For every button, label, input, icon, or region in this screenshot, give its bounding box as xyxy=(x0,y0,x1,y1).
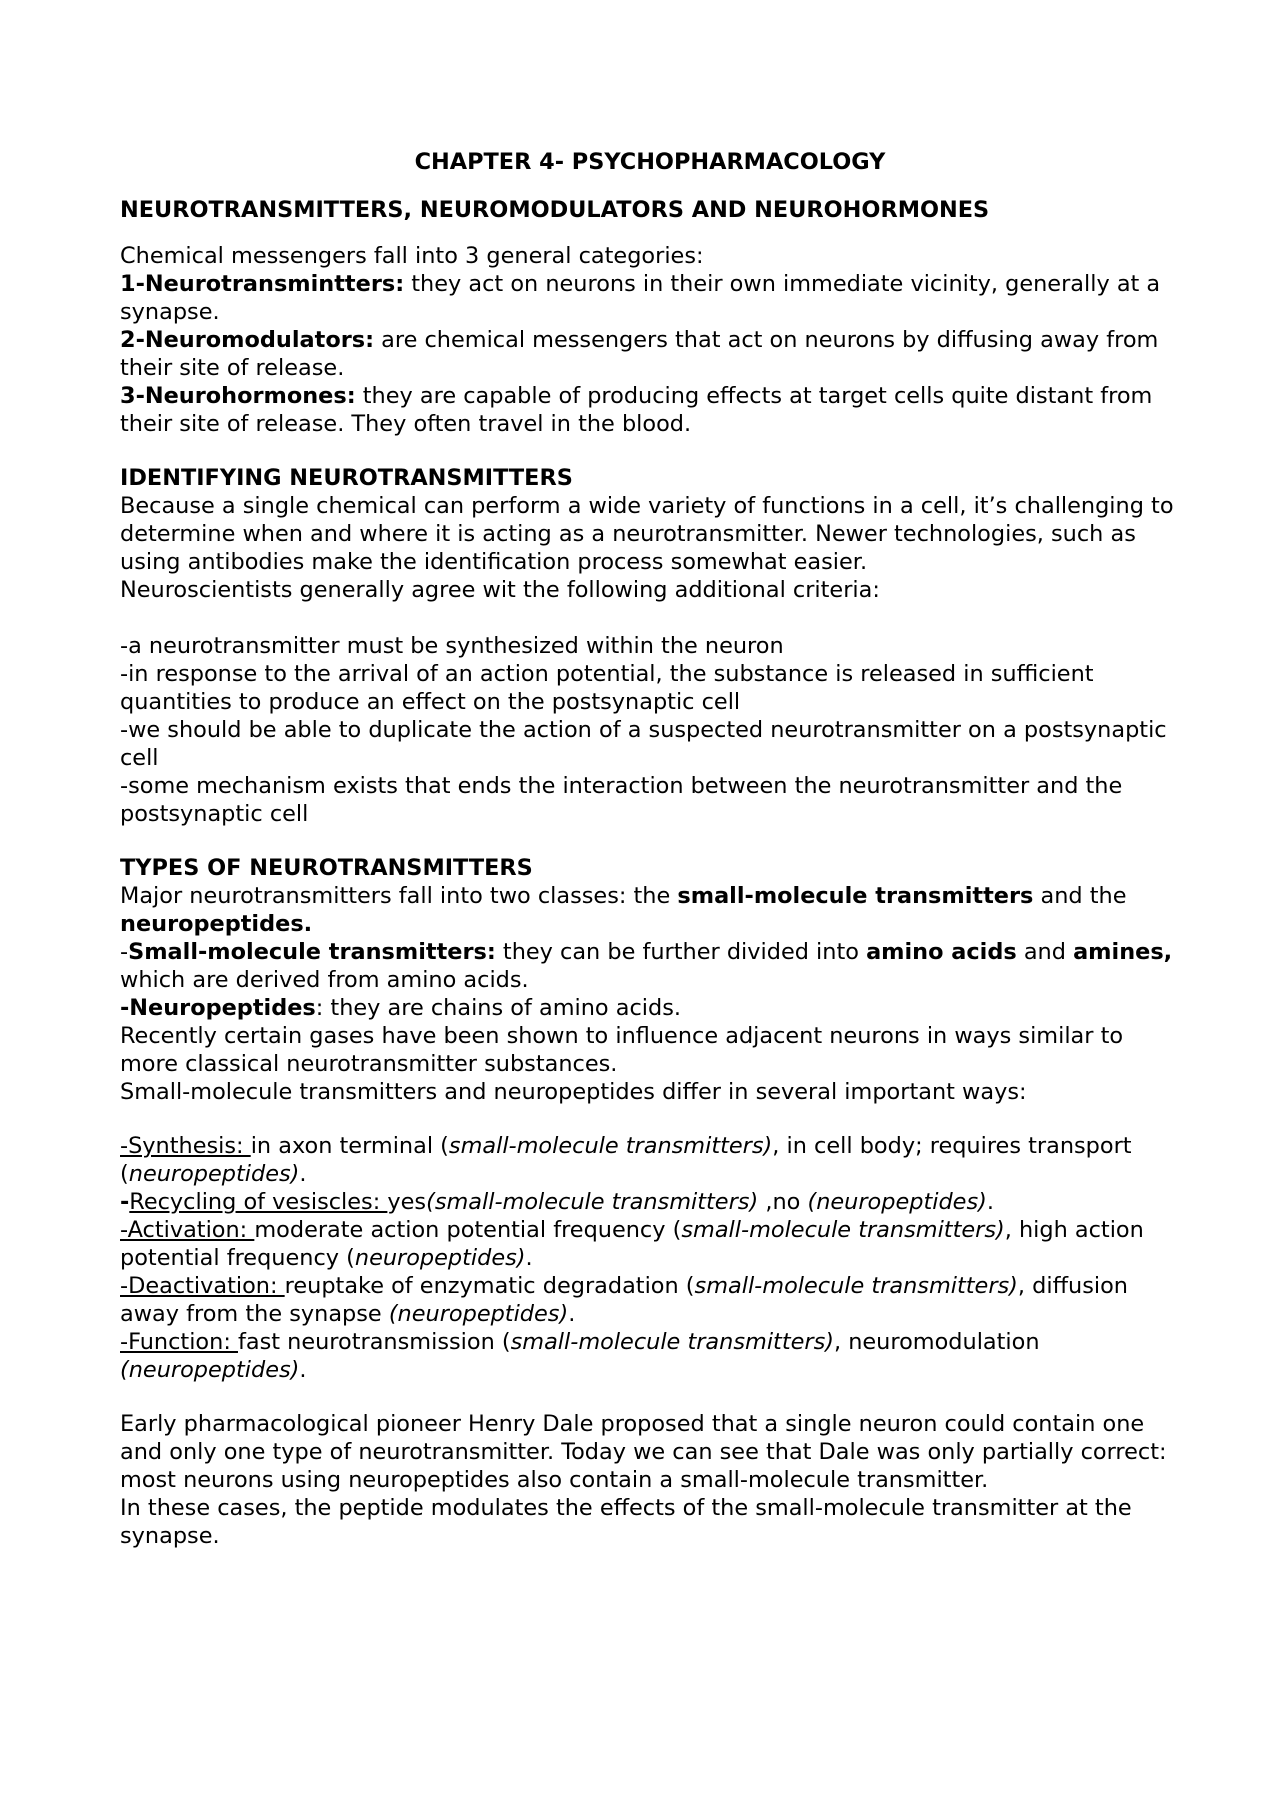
small-molecule-paragraph: -Small-molecule transmitters: they can be further divided into amino acids and amines, which are derived from amino acids. xyxy=(120,939,1173,993)
definition: they are capable of producing effects at target cells quite distant from their site of release. They often travel in the blood. xyxy=(120,383,1153,437)
dale-paragraph: Early pharmacological pioneer Henry Dale proposed that a single neuron could contain one and only one type of neurotransmitter. Today we can see that Dale was only partially correct: most neurons using neuropeptides also contain a small-molecule transmitter. xyxy=(120,1411,1167,1493)
neuropeptides-paragraph: -Neuropeptides: they are chains of amino acids. xyxy=(120,995,681,1021)
peptide-modulation-paragraph: In these cases, the peptide modulates the effects of the small-molecule transmitter at the synapse. xyxy=(120,1495,1132,1549)
messenger-item-1 xyxy=(120,270,1180,326)
difference-function: -Function: fast neurotransmission (small-molecule transmitters), neuromodulation (neuropeptides). xyxy=(120,1329,1040,1383)
types-intro: Major neurotransmitters fall into two classes: the small-molecule transmitters and the neuropeptides. xyxy=(120,883,1127,937)
criteria-intro: Neuroscientists generally agree wit the following additional criteria: xyxy=(120,577,880,603)
difference-activation: -Activation: moderate action potential frequency (small-molecule transmitters), high action potential frequency (neuropeptides). xyxy=(120,1217,1144,1271)
difference-deactivation: -Deactivation: reuptake of enzymatic degradation (small-molecule transmitters), diffusion away from the synapse (neuropeptides). xyxy=(120,1273,1128,1327)
section-heading-messengers: NEUROTRANSMITTERS, NEUROMODULATORS AND NEUROHORMONES xyxy=(120,197,990,223)
messenger-item-2 xyxy=(120,326,1180,382)
criteria-item: -we should be able to duplicate the action of a suspected neurotransmitter on a postsynaptic cell xyxy=(120,717,1167,771)
criteria-item: -some mechanism exists that ends the interaction between the neurotransmitter and the postsynaptic cell xyxy=(120,773,1123,827)
section-heading-identifying: IDENTIFYING NEUROTRANSMITTERS xyxy=(120,465,573,491)
term: 2-Neuromodulators: xyxy=(120,327,375,353)
criteria-item: -a neurotransmitter must be synthesized within the neuron xyxy=(120,633,784,659)
gases-paragraph: Recently certain gases have been shown to influence adjacent neurons in ways similar to more classical neurotransmitter substances. xyxy=(120,1023,1124,1077)
term: 3-Neurohormones: xyxy=(120,383,356,409)
criteria-item: -in response to the arrival of an action potential, the substance is released in sufficient quantities to produce an effect on the postsynaptic cell xyxy=(120,661,1094,715)
definition: they act on neurons in their own immediate vicinity, generally at a synapse. xyxy=(120,271,1161,325)
section-heading-types: TYPES OF NEUROTRANSMITTERS xyxy=(120,855,533,881)
messenger-item-3 xyxy=(120,382,1180,438)
messengers-intro: Chemical messengers fall into 3 general categories: xyxy=(120,243,704,269)
chapter-title: CHAPTER 4- PSYCHOPHARMACOLOGY xyxy=(414,149,886,175)
document-page xyxy=(120,148,1180,1550)
difference-recycling: -Recycling of vesiscles: yes(small-molecule transmitters) ,no (neuropeptides). xyxy=(120,1189,994,1215)
differences-intro: Small-molecule transmitters and neuropeptides differ in several important ways: xyxy=(120,1079,1027,1105)
term: 1-Neurotransmintters: xyxy=(120,271,405,297)
definition: are chemical messengers that act on neurons by diffusing away from their site of release. xyxy=(120,327,1159,381)
difference-synthesis: -Synthesis: in axon terminal (small-molecule transmitters), in cell body; requires transport (neuropeptides). xyxy=(120,1133,1132,1187)
identifying-paragraph: Because a single chemical can perform a wide variety of functions in a cell, it’s challenging to determine when and where it is acting as a neurotransmitter. Newer technologies, such as using antibodies make the identification process somewhat easier. xyxy=(120,493,1174,575)
